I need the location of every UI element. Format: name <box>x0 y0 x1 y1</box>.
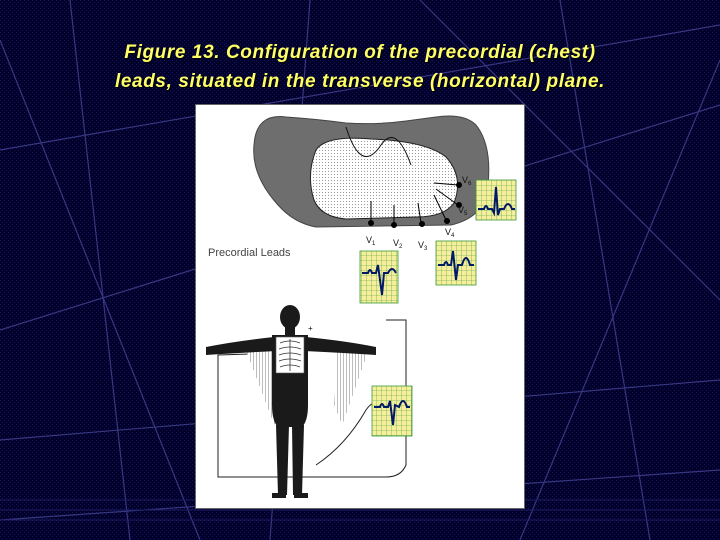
precordial-leads-figure <box>195 104 525 509</box>
ecg-strip-v1 <box>360 251 398 303</box>
figure-caption: Precordial Leads <box>208 247 291 259</box>
lead-label-v1: $V_1$ <box>366 235 376 247</box>
slide-title-line-1: Figure 13. Configuration of the precordial (chest) <box>124 42 596 63</box>
lead-label-v2: $V_2$ <box>393 238 403 250</box>
lead-label-v3: $V_3$ <box>418 240 428 252</box>
chest-cross-section <box>254 116 489 228</box>
ecg-strip-right <box>476 180 516 220</box>
precordial-diagram <box>196 105 524 508</box>
ecg-strip-bottom <box>372 386 412 436</box>
slide-title-line-2: leads, situated in the transverse (horizontal) plane. <box>114 71 606 92</box>
lead-label-v5: $V_5$ <box>458 205 468 217</box>
lead-label-v6: $V_6$ <box>462 175 472 187</box>
ecg-strip-v3 <box>436 241 476 285</box>
lead-label-v4: $V_4$ <box>445 227 455 239</box>
svg-text:+: + <box>308 324 313 333</box>
